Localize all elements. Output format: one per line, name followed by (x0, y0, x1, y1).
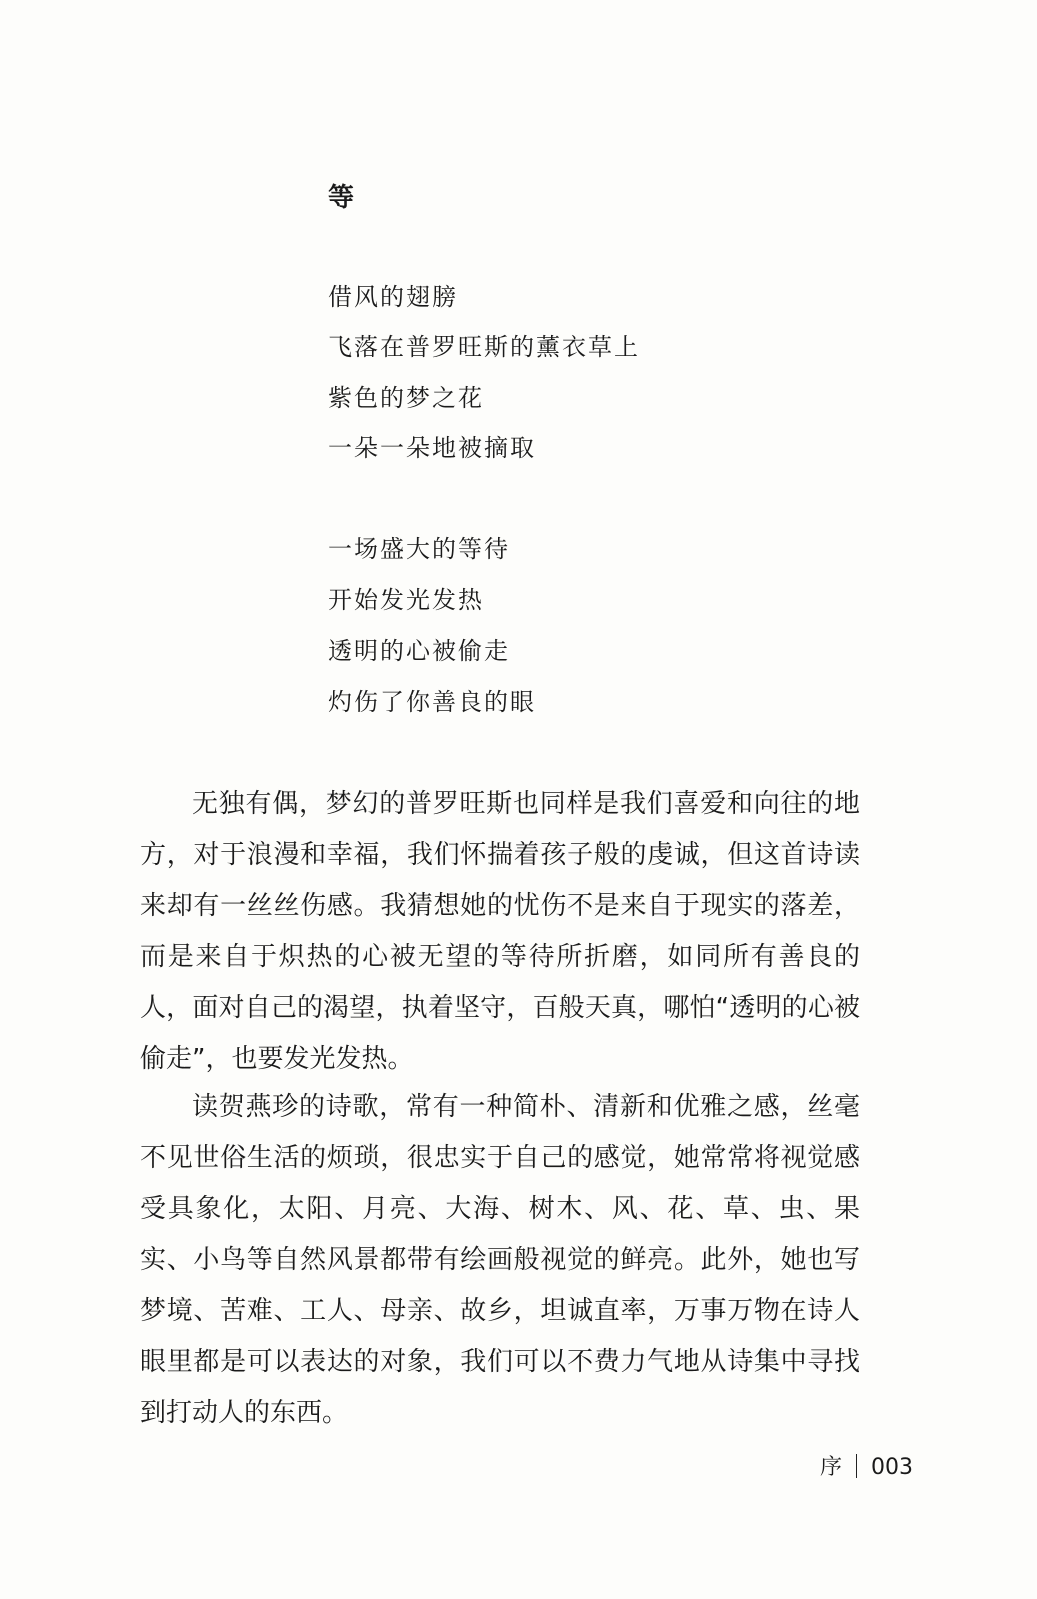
poem-line: 飞落在普罗旺斯的薰衣草上 (328, 333, 640, 361)
poem-line: 一场盛大的等待 (328, 535, 510, 563)
poem-title: 等 (328, 183, 355, 213)
body-paragraph: 无独有偶，梦幻的普罗旺斯也同样是我们喜爱和向往的地方，对于浪漫和幸福，我们怀揣着孩子般的虔诚，但这首诗读来却有一丝丝伤感。我猜想她的忧伤不是来自于现实的落差，而是来自于炽热的心被无望的等待所折磨，如同所有善良的人，面对自己的渴望，执着坚守，百般天真，哪怕“透明的心被偷走”，也要发光发热。 (140, 789, 860, 1074)
poem-line: 灼伤了你善良的眼 (328, 688, 536, 716)
poem-line: 开始发光发热 (328, 586, 484, 614)
section-label: 序 (819, 1455, 842, 1480)
body-paragraph: 读贺燕珍的诗歌，常有一种简朴、清新和优雅之感，丝毫不见世俗生活的烦琐，很忠实于自己的感觉，她常常将视觉感受具象化，太阳、月亮、大海、树木、风、花、草、虫、果实、小鸟等自然风景都带有绘画般视觉的鲜亮。此外，她也写梦境、苦难、工人、母亲、故乡，坦诚直率，万事万物在诗人眼里都是可以表达的对象，我们可以不费力气地从诗集中寻找到打动人的东西。 (140, 1092, 860, 1428)
poem-line: 紫色的梦之花 (328, 384, 484, 412)
poem-line: 透明的心被偷走 (328, 637, 510, 665)
poem-line: 一朵一朵地被摘取 (328, 434, 536, 462)
footer-divider (856, 1454, 857, 1478)
poem-line: 借风的翅膀 (328, 283, 458, 311)
page-number: 003 (871, 1455, 913, 1480)
page-footer (820, 1450, 913, 1486)
